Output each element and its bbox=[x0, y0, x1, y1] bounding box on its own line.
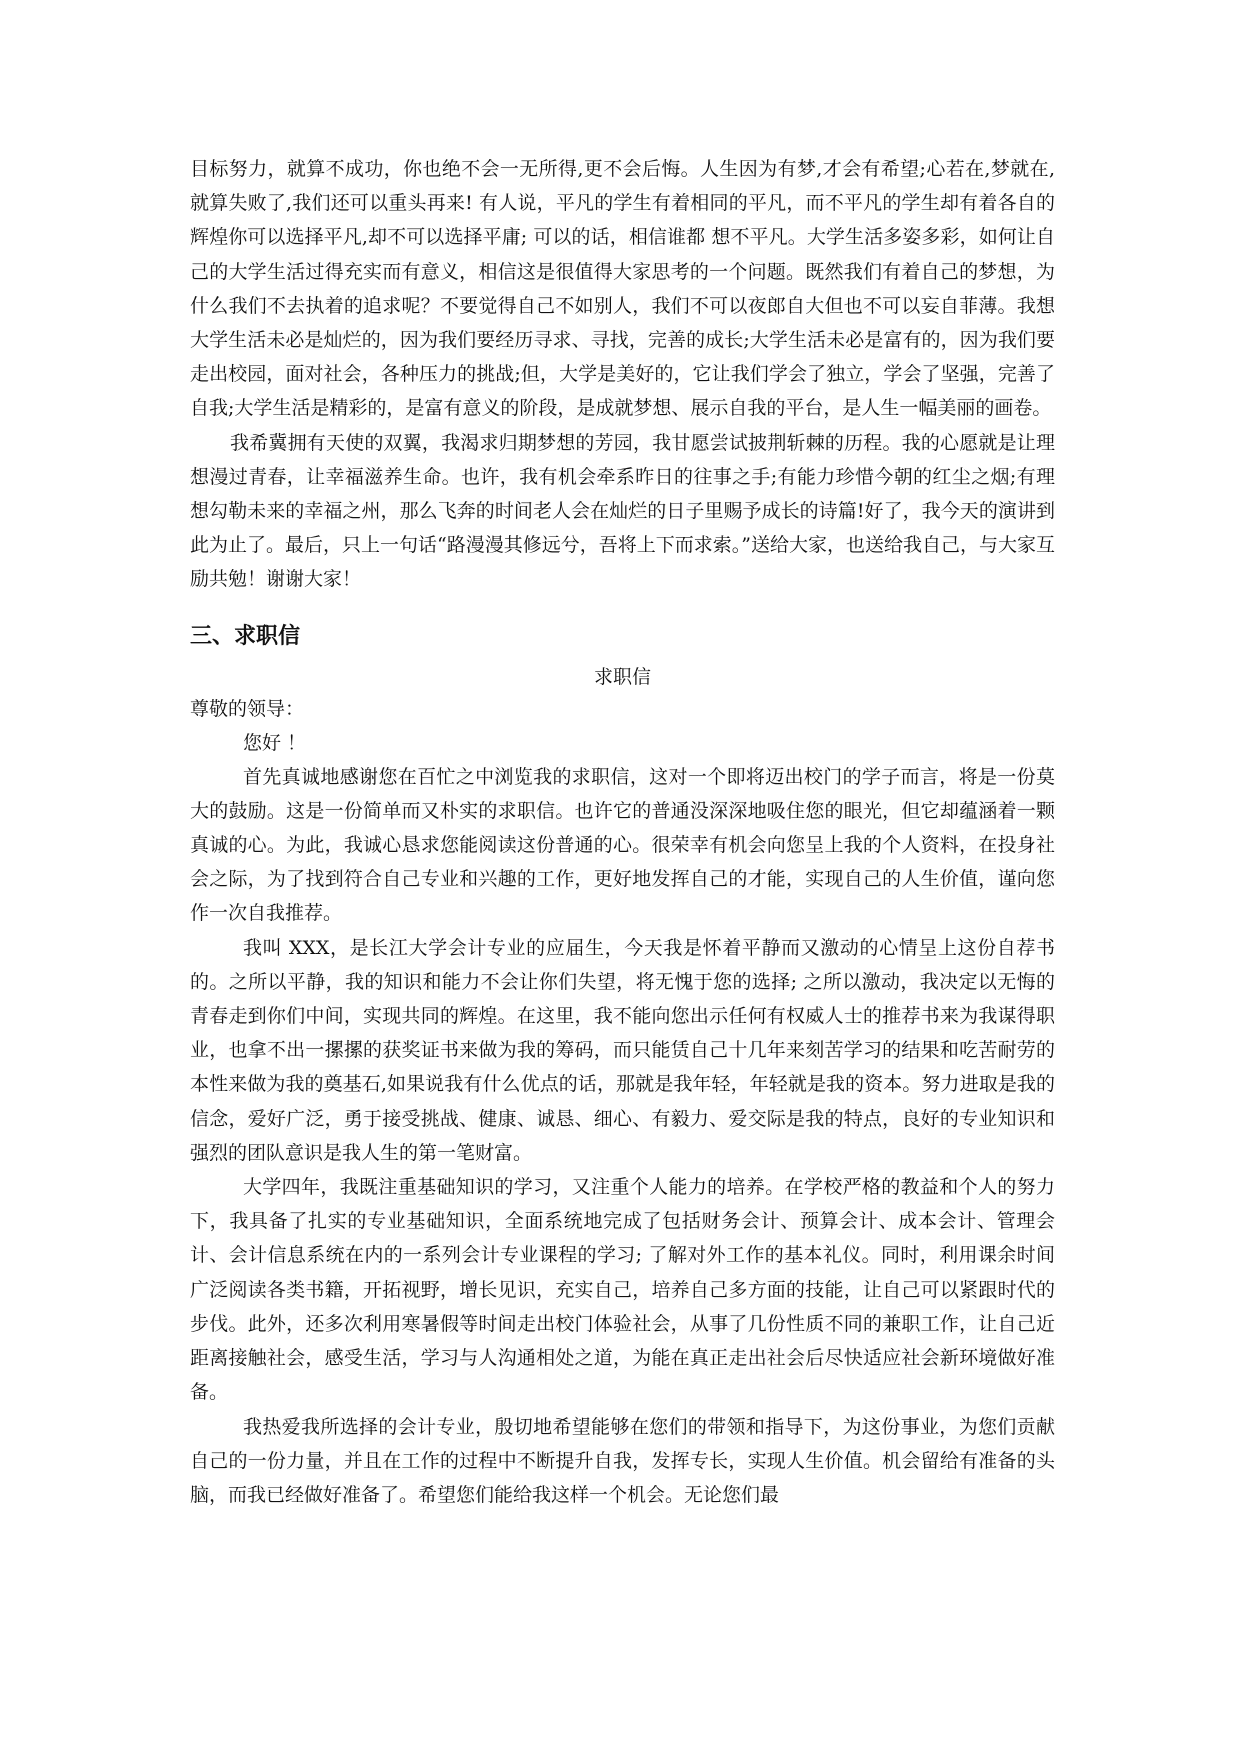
document-page bbox=[190, 152, 1055, 1512]
speech-paragraph-2: 我希冀拥有天使的双翼，我渴求归期梦想的芳园，我甘愿尝试披荆斩棘的历程。我的心愿就是让理想漫过青春，让幸福滋养生命。也许，我有机会牵系昨日的往事之手;有能力珍惜今朝的红尘之烟;有理想勾勒未来的幸福之州，那么飞奔的时间老人会在灿烂的日子里赐予成长的诗篇!好了，我今天的演讲到此为止了。最后，只上一句话“路漫漫其修远兮，吾将上下而求索。”送给大家，也送给我自己，与大家互励共勉！谢谢大家！ bbox=[190, 431, 1055, 591]
speech-paragraph-1: 目标努力，就算不成功，你也绝不会一无所得,更不会后悔。人生因为有梦,才会有希望;心若在,梦就在,就算失败了,我们还可以重头再来! 有人说，平凡的学生有着相同的平凡，而不平凡的学生却有着各自的辉煌你可以选择平凡,却不可以选择平庸; 可以的话，相信谁都 想不平凡。大学生活多姿多彩，如何让自己的大学生活过得充实而有意义，相信这是很值得大家思考的一个问题。既然我们有着自己的梦想，为什么我们不去执着的追求呢？不要觉得自己不如别人，我们不可以夜郎自大但也不可以妄自菲薄。我想大学生活未必是灿烂的，因为我们要经历寻求、寻找，完善的成长;大学生活未必是富有的，因为我们要走出校园，面对社会，各种压力的挑战;但，大学是美好的，它让我们学会了独立，学会了坚强，完善了自我;大学生活是精彩的，是富有意义的阶段，是成就梦想、展示自我的平台，是人生一幅美丽的画卷。 bbox=[190, 158, 1055, 420]
letter-paragraph-1: 首先真诚地感谢您在百忙之中浏览我的求职信，这对一个即将迈出校门的学子而言，将是一份莫大的鼓励。这是一份简单而又朴实的求职信。也许它的普通没深深地吸住您的眼光，但它却蕴涵着一颗真诚的心。为此，我诚心恳求您能阅读这份普通的心。很荣幸有机会向您呈上我的个人资料，在投身社会之际，为了找到符合自己专业和兴趣的工作，更好地发挥自己的才能，实现自己的人生价值，谨向您作一次自我推荐。 bbox=[190, 765, 1055, 925]
letter-paragraph-3: 大学四年，我既注重基础知识的学习，又注重个人能力的培养。在学校严格的教益和个人的努力下，我具备了扎实的专业基础知识，全面系统地完成了包括财务会计、预算会计、成本会计、管理会计、会计信息系统在内的一系列会计专业课程的学习; 了解对外工作的基本礼仪。同时，利用课余时间广泛阅读各类书籍，开拓视野，增长见识，充实自己，培养自己多方面的技能，让自己可以紧跟时代的步伐。此外，还多次利用寒暑假等时间走出校门体验社会，从事了几份性质不同的兼职工作，让自己近距离接触社会，感受生活，学习与人沟通相处之道，为能在真正走出社会后尽快适应社会新环境做好准备。 bbox=[190, 1176, 1055, 1404]
letter-greeting: 您好 ！ bbox=[243, 731, 307, 754]
letter-title: 求职信 bbox=[593, 665, 651, 688]
section-heading: 三、求职信 bbox=[190, 623, 301, 649]
letter-paragraph-2: 我叫 XXX，是长江大学会计专业的应届生，今天我是怀着平静而又激动的心情呈上这份自荐书的。之所以平静，我的知识和能力不会让你们失望，将无愧于您的选择; 之所以激动，我决定以无悔的青春走到你们中间，实现共同的辉煌。在这里，我不能向您出示任何有权威人士的推荐书来为我谋得职业，也拿不出一摞摞的获奖证书来做为我的筹码，而只能赁自己十几年来刻苦学习的结果和吃苦耐劳的本性来做为我的奠基石,如果说我有什么优点的话，那就是我年轻，年轻就是我的资本。努力进取是我的信念，爱好广泛，勇于接受挑战、健康、诚恳、细心、有毅力、爱交际是我的特点，良好的专业知识和强烈的团队意识是我人生的第一笔财富。 bbox=[190, 936, 1055, 1164]
letter-paragraph-4: 我热爱我所选择的会计专业，殷切地希望能够在您们的带领和指导下，为这份事业，为您们贡献自己的一份力量，并且在工作的过程中不断提升自我，发挥专长，实现人生价值。机会留给有准备的头脑，而我已经做好准备了。希望您们能给我这样一个机会。无论您们最 bbox=[190, 1415, 1055, 1506]
letter-salutation: 尊敬的领导： bbox=[190, 697, 305, 720]
